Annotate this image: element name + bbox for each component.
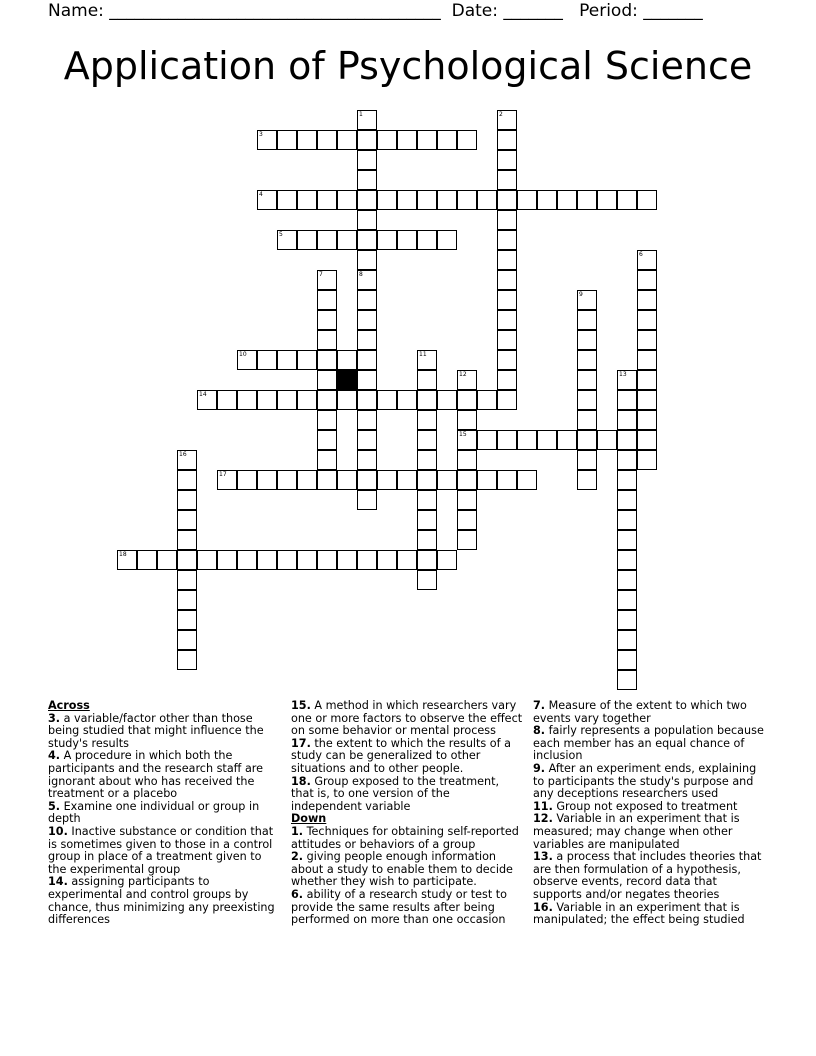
grid-cell[interactable] [357, 270, 377, 290]
grid-cell[interactable] [337, 390, 357, 410]
grid-cell[interactable] [637, 410, 657, 430]
grid-cell[interactable] [317, 350, 337, 370]
grid-cell[interactable] [497, 170, 517, 190]
grid-cell[interactable] [337, 130, 357, 150]
grid-cell[interactable] [477, 390, 497, 410]
cell-number: 10 [239, 351, 247, 358]
black-cell [337, 370, 357, 390]
grid-cell[interactable] [417, 390, 437, 410]
grid-cell[interactable] [277, 130, 297, 150]
grid-cell[interactable] [497, 250, 517, 270]
grid-cell[interactable] [277, 550, 297, 570]
grid-cell[interactable] [237, 550, 257, 570]
grid-cell[interactable] [417, 410, 437, 430]
grid-cell[interactable] [317, 550, 337, 570]
grid-cell[interactable] [177, 610, 197, 630]
period-label: Period: [579, 1, 638, 21]
grid-cell[interactable] [457, 430, 477, 450]
cell-number: 5 [279, 231, 283, 238]
grid-cell[interactable] [617, 450, 637, 470]
grid-cell[interactable] [457, 490, 477, 510]
grid-cell[interactable] [457, 510, 477, 530]
clues-column-1 [48, 700, 278, 927]
grid-cell[interactable] [637, 450, 657, 470]
grid-cell[interactable] [257, 190, 277, 210]
grid-cell[interactable] [637, 270, 657, 290]
clue-down-6: 6. ability of a research study or test to provide the same results after being performed on more than one occasion [291, 887, 508, 927]
grid-cell[interactable] [357, 230, 377, 250]
grid-cell[interactable] [577, 290, 597, 310]
grid-cell[interactable] [637, 350, 657, 370]
cell-number: 2 [499, 111, 503, 118]
grid-cell[interactable] [297, 230, 317, 250]
grid-cell[interactable] [437, 390, 457, 410]
grid-cell[interactable] [617, 390, 637, 410]
grid-cell[interactable] [517, 470, 537, 490]
clue-across-5: 5. Examine one individual or group in depth [48, 799, 260, 826]
grid-cell[interactable] [117, 550, 137, 570]
clue-across-14: 14. assigning participants to experimental and control groups by chance, thus minimizing any preexisting differences [48, 875, 275, 927]
clue-down-1: 1. Techniques for obtaining self-reported attitudes or behaviors of a group [291, 824, 519, 851]
grid-cell[interactable] [577, 390, 597, 410]
grid-cell[interactable] [617, 190, 637, 210]
grid-cell[interactable] [437, 470, 457, 490]
grid-cell[interactable] [437, 550, 457, 570]
grid-cell[interactable] [497, 110, 517, 130]
grid-cell[interactable] [357, 390, 377, 410]
grid-cell[interactable] [577, 410, 597, 430]
grid-cell[interactable] [637, 190, 657, 210]
grid-cell[interactable] [497, 290, 517, 310]
grid-cell[interactable] [377, 130, 397, 150]
grid-cell[interactable] [417, 190, 437, 210]
grid-cell[interactable] [257, 470, 277, 490]
grid-cell[interactable] [417, 530, 437, 550]
grid-cell[interactable] [417, 450, 437, 470]
grid-cell[interactable] [497, 350, 517, 370]
grid-cell[interactable] [437, 230, 457, 250]
grid-cell[interactable] [237, 350, 257, 370]
period-blank[interactable]: _______ [643, 1, 703, 21]
grid-cell[interactable] [217, 550, 237, 570]
grid-cell[interactable] [357, 210, 377, 230]
grid-cell[interactable] [617, 370, 637, 390]
grid-cell[interactable] [617, 410, 637, 430]
grid-cell[interactable] [617, 630, 637, 650]
grid-cell[interactable] [537, 190, 557, 210]
grid-cell[interactable] [237, 390, 257, 410]
grid-cell[interactable] [497, 270, 517, 290]
grid-cell[interactable] [637, 430, 657, 450]
grid-cell[interactable] [257, 390, 277, 410]
grid-cell[interactable] [317, 370, 337, 390]
grid-cell[interactable] [417, 490, 437, 510]
date-label: Date: [451, 1, 498, 21]
grid-cell[interactable] [557, 190, 577, 210]
clue-across-18: 18. Group exposed to the treatment, that is, to one version of the independent variable [291, 774, 500, 813]
grid-cell[interactable] [457, 470, 477, 490]
grid-cell[interactable] [557, 430, 577, 450]
grid-cell[interactable] [497, 230, 517, 250]
clue-down-12: 12. Variable in an experiment that is measured; may change when other variables are manipulated [533, 812, 740, 851]
grid-cell[interactable] [577, 450, 597, 470]
grid-cell[interactable] [497, 430, 517, 450]
grid-cell[interactable] [257, 130, 277, 150]
grid-cell[interactable] [417, 230, 437, 250]
grid-cell[interactable] [517, 190, 537, 210]
grid-cell[interactable] [357, 450, 377, 470]
grid-cell[interactable] [357, 470, 377, 490]
down-heading: Down [291, 812, 327, 826]
grid-cell[interactable] [297, 470, 317, 490]
grid-cell[interactable] [457, 190, 477, 210]
cell-number: 9 [579, 291, 583, 298]
clue-across-3: 3. a variable/factor other than those being studied that might influence the study's results [48, 711, 264, 750]
cell-number: 1 [359, 111, 363, 118]
grid-cell[interactable] [177, 450, 197, 470]
grid-cell[interactable] [357, 330, 377, 350]
grid-cell[interactable] [457, 130, 477, 150]
grid-cell[interactable] [337, 230, 357, 250]
grid-cell[interactable] [317, 470, 337, 490]
grid-cell[interactable] [597, 190, 617, 210]
cell-number: 18 [119, 551, 127, 558]
grid-cell[interactable] [457, 390, 477, 410]
grid-cell[interactable] [497, 470, 517, 490]
grid-cell[interactable] [277, 230, 297, 250]
grid-cell[interactable] [497, 390, 517, 410]
clue-down-13: 13. a process that includes theories that are then formulation of a hypothesis, observe events, record data that supports and/or negates theories [533, 850, 762, 901]
grid-cell[interactable] [337, 350, 357, 370]
grid-cell[interactable] [377, 470, 397, 490]
grid-cell[interactable] [577, 350, 597, 370]
grid-cell[interactable] [477, 470, 497, 490]
grid-cell[interactable] [417, 350, 437, 370]
cell-number: 16 [179, 451, 187, 458]
grid-cell[interactable] [357, 250, 377, 270]
cell-number: 6 [639, 251, 643, 258]
clue-across-17: 17. the extent to which the results of a study can be generalized to other situations and to other people. [291, 736, 511, 775]
grid-cell[interactable] [397, 130, 417, 150]
grid-cell[interactable] [317, 450, 337, 470]
grid-cell[interactable] [617, 570, 637, 590]
grid-cell[interactable] [417, 570, 437, 590]
grid-cell[interactable] [397, 390, 417, 410]
grid-cell[interactable] [597, 430, 617, 450]
name-blank[interactable]: _______________________________________ [109, 1, 441, 21]
grid-cell[interactable] [477, 190, 497, 210]
grid-cell[interactable] [497, 130, 517, 150]
grid-cell[interactable] [377, 190, 397, 210]
grid-cell[interactable] [617, 530, 637, 550]
grid-cell[interactable] [537, 430, 557, 450]
grid-cell[interactable] [357, 170, 377, 190]
grid-cell[interactable] [397, 470, 417, 490]
grid-cell[interactable] [177, 490, 197, 510]
page-title: Application of Psychological Science [63, 44, 753, 88]
grid-cell[interactable] [497, 330, 517, 350]
grid-cell[interactable] [177, 530, 197, 550]
grid-cell[interactable] [357, 150, 377, 170]
grid-cell[interactable] [617, 590, 637, 610]
grid-cell[interactable] [177, 470, 197, 490]
grid-cell[interactable] [237, 470, 257, 490]
grid-cell[interactable] [417, 430, 437, 450]
grid-cell[interactable] [577, 330, 597, 350]
grid-cell[interactable] [277, 470, 297, 490]
grid-cell[interactable] [317, 190, 337, 210]
grid-cell[interactable] [197, 550, 217, 570]
clue-down-8: 8. fairly represents a population because each member has an equal chance of inclusion [533, 724, 764, 763]
grid-cell[interactable] [297, 130, 317, 150]
grid-cell[interactable] [177, 570, 197, 590]
grid-cell[interactable] [437, 130, 457, 150]
grid-cell[interactable] [197, 390, 217, 410]
grid-cell[interactable] [417, 470, 437, 490]
grid-cell[interactable] [357, 430, 377, 450]
grid-cell[interactable] [637, 370, 657, 390]
cell-number: 15 [459, 431, 467, 438]
cell-number: 11 [419, 351, 427, 358]
grid-cell[interactable] [137, 550, 157, 570]
clue-down-11: 11. Group not exposed to treatment [533, 799, 738, 813]
grid-cell[interactable] [397, 550, 417, 570]
grid-cell[interactable] [217, 470, 237, 490]
grid-cell[interactable] [337, 190, 357, 210]
cell-number: 4 [259, 191, 263, 198]
grid-cell[interactable] [417, 510, 437, 530]
grid-cell[interactable] [377, 550, 397, 570]
grid-cell[interactable] [297, 190, 317, 210]
grid-cell[interactable] [277, 390, 297, 410]
date-blank[interactable]: _______ [503, 1, 563, 21]
cell-number: 14 [199, 391, 207, 398]
across-heading: Across [48, 699, 90, 712]
grid-cell[interactable] [457, 530, 477, 550]
grid-cell[interactable] [617, 510, 637, 530]
grid-cell[interactable] [357, 350, 377, 370]
grid-cell[interactable] [357, 370, 377, 390]
grid-cell[interactable] [617, 670, 637, 690]
grid-cell[interactable] [497, 370, 517, 390]
grid-cell[interactable] [317, 410, 337, 430]
grid-cell[interactable] [317, 330, 337, 350]
grid-cell[interactable] [357, 550, 377, 570]
grid-cell[interactable] [497, 210, 517, 230]
grid-cell[interactable] [317, 230, 337, 250]
grid-cell[interactable] [577, 310, 597, 330]
grid-cell[interactable] [577, 470, 597, 490]
name-label: Name: [48, 1, 104, 21]
grid-cell[interactable] [497, 150, 517, 170]
grid-cell[interactable] [297, 390, 317, 410]
grid-cell[interactable] [637, 250, 657, 270]
grid-cell[interactable] [337, 550, 357, 570]
cell-number: 17 [219, 471, 227, 478]
grid-cell[interactable] [177, 630, 197, 650]
grid-cell[interactable] [617, 650, 637, 670]
grid-cell[interactable] [497, 190, 517, 210]
grid-cell[interactable] [157, 550, 177, 570]
clue-across-4: 4. A procedure in which both the participants and the research staff are ignorant about who has received the treatment or a placebo [48, 749, 264, 801]
grid-cell[interactable] [417, 130, 437, 150]
grid-cell[interactable] [637, 310, 657, 330]
grid-cell[interactable] [357, 310, 377, 330]
grid-cell[interactable] [617, 550, 637, 570]
grid-cell[interactable] [577, 370, 597, 390]
clue-across-15: 15. A method in which researchers vary one or more factors to observe the effect on some behavior or mental process [291, 699, 523, 738]
grid-cell[interactable] [417, 370, 437, 390]
grid-cell[interactable] [357, 110, 377, 130]
grid-cell[interactable] [217, 390, 237, 410]
clue-across-10: 10. Inactive substance or condition that is sometimes given to those in a control group in place of a treatment given to the experimental group [48, 824, 274, 876]
grid-cell[interactable] [317, 310, 337, 330]
grid-cell[interactable] [177, 650, 197, 670]
clue-down-2: 2. giving people enough information about a study to enable them to decide whether they wish to participate. [291, 850, 513, 889]
grid-cell[interactable] [617, 610, 637, 630]
grid-cell[interactable] [357, 190, 377, 210]
grid-cell[interactable] [457, 370, 477, 390]
cell-number: 12 [459, 371, 467, 378]
grid-cell[interactable] [417, 550, 437, 570]
grid-cell[interactable] [297, 350, 317, 370]
cell-number: 13 [619, 371, 627, 378]
grid-cell[interactable] [377, 390, 397, 410]
grid-cell[interactable] [317, 130, 337, 150]
grid-cell[interactable] [257, 550, 277, 570]
grid-cell[interactable] [357, 130, 377, 150]
grid-cell[interactable] [377, 230, 397, 250]
grid-cell[interactable] [177, 550, 197, 570]
grid-cell[interactable] [297, 550, 317, 570]
grid-cell[interactable] [577, 190, 597, 210]
grid-cell[interactable] [637, 390, 657, 410]
clues-column-3 [533, 700, 765, 927]
grid-cell[interactable] [617, 470, 637, 490]
clue-down-7: 7. Measure of the extent to which two events vary together [533, 699, 747, 725]
grid-cell[interactable] [337, 470, 357, 490]
grid-cell[interactable] [457, 450, 477, 470]
grid-cell[interactable] [617, 430, 637, 450]
grid-cell[interactable] [577, 430, 597, 450]
cell-number: 8 [359, 271, 363, 278]
grid-cell[interactable] [617, 490, 637, 510]
grid-cell[interactable] [637, 290, 657, 310]
grid-cell[interactable] [397, 230, 417, 250]
cell-number: 7 [319, 271, 323, 278]
clue-down-9: 9. After an experiment ends, explaining to participants the study's purpose and any deceptions researchers used [533, 761, 757, 801]
grid-cell[interactable] [277, 350, 297, 370]
grid-cell[interactable] [357, 410, 377, 430]
grid-cell[interactable] [517, 430, 537, 450]
cell-number: 3 [259, 131, 263, 138]
grid-cell[interactable] [457, 410, 477, 430]
grid-cell[interactable] [277, 190, 297, 210]
grid-cell[interactable] [477, 430, 497, 450]
grid-cell[interactable] [637, 330, 657, 350]
grid-cell[interactable] [317, 270, 337, 290]
grid-cell[interactable] [317, 390, 337, 410]
grid-cell[interactable] [357, 290, 377, 310]
grid-cell[interactable] [317, 290, 337, 310]
grid-cell[interactable] [177, 590, 197, 610]
grid-cell[interactable] [257, 350, 277, 370]
clues-column-2 [291, 700, 523, 927]
grid-cell[interactable] [357, 490, 377, 510]
grid-cell[interactable] [437, 190, 457, 210]
grid-cell[interactable] [497, 310, 517, 330]
grid-cell[interactable] [317, 430, 337, 450]
grid-cell[interactable] [397, 190, 417, 210]
clue-down-16: 16. Variable in an experiment that is manipulated; the effect being studied [533, 900, 745, 927]
grid-cell[interactable] [177, 510, 197, 530]
